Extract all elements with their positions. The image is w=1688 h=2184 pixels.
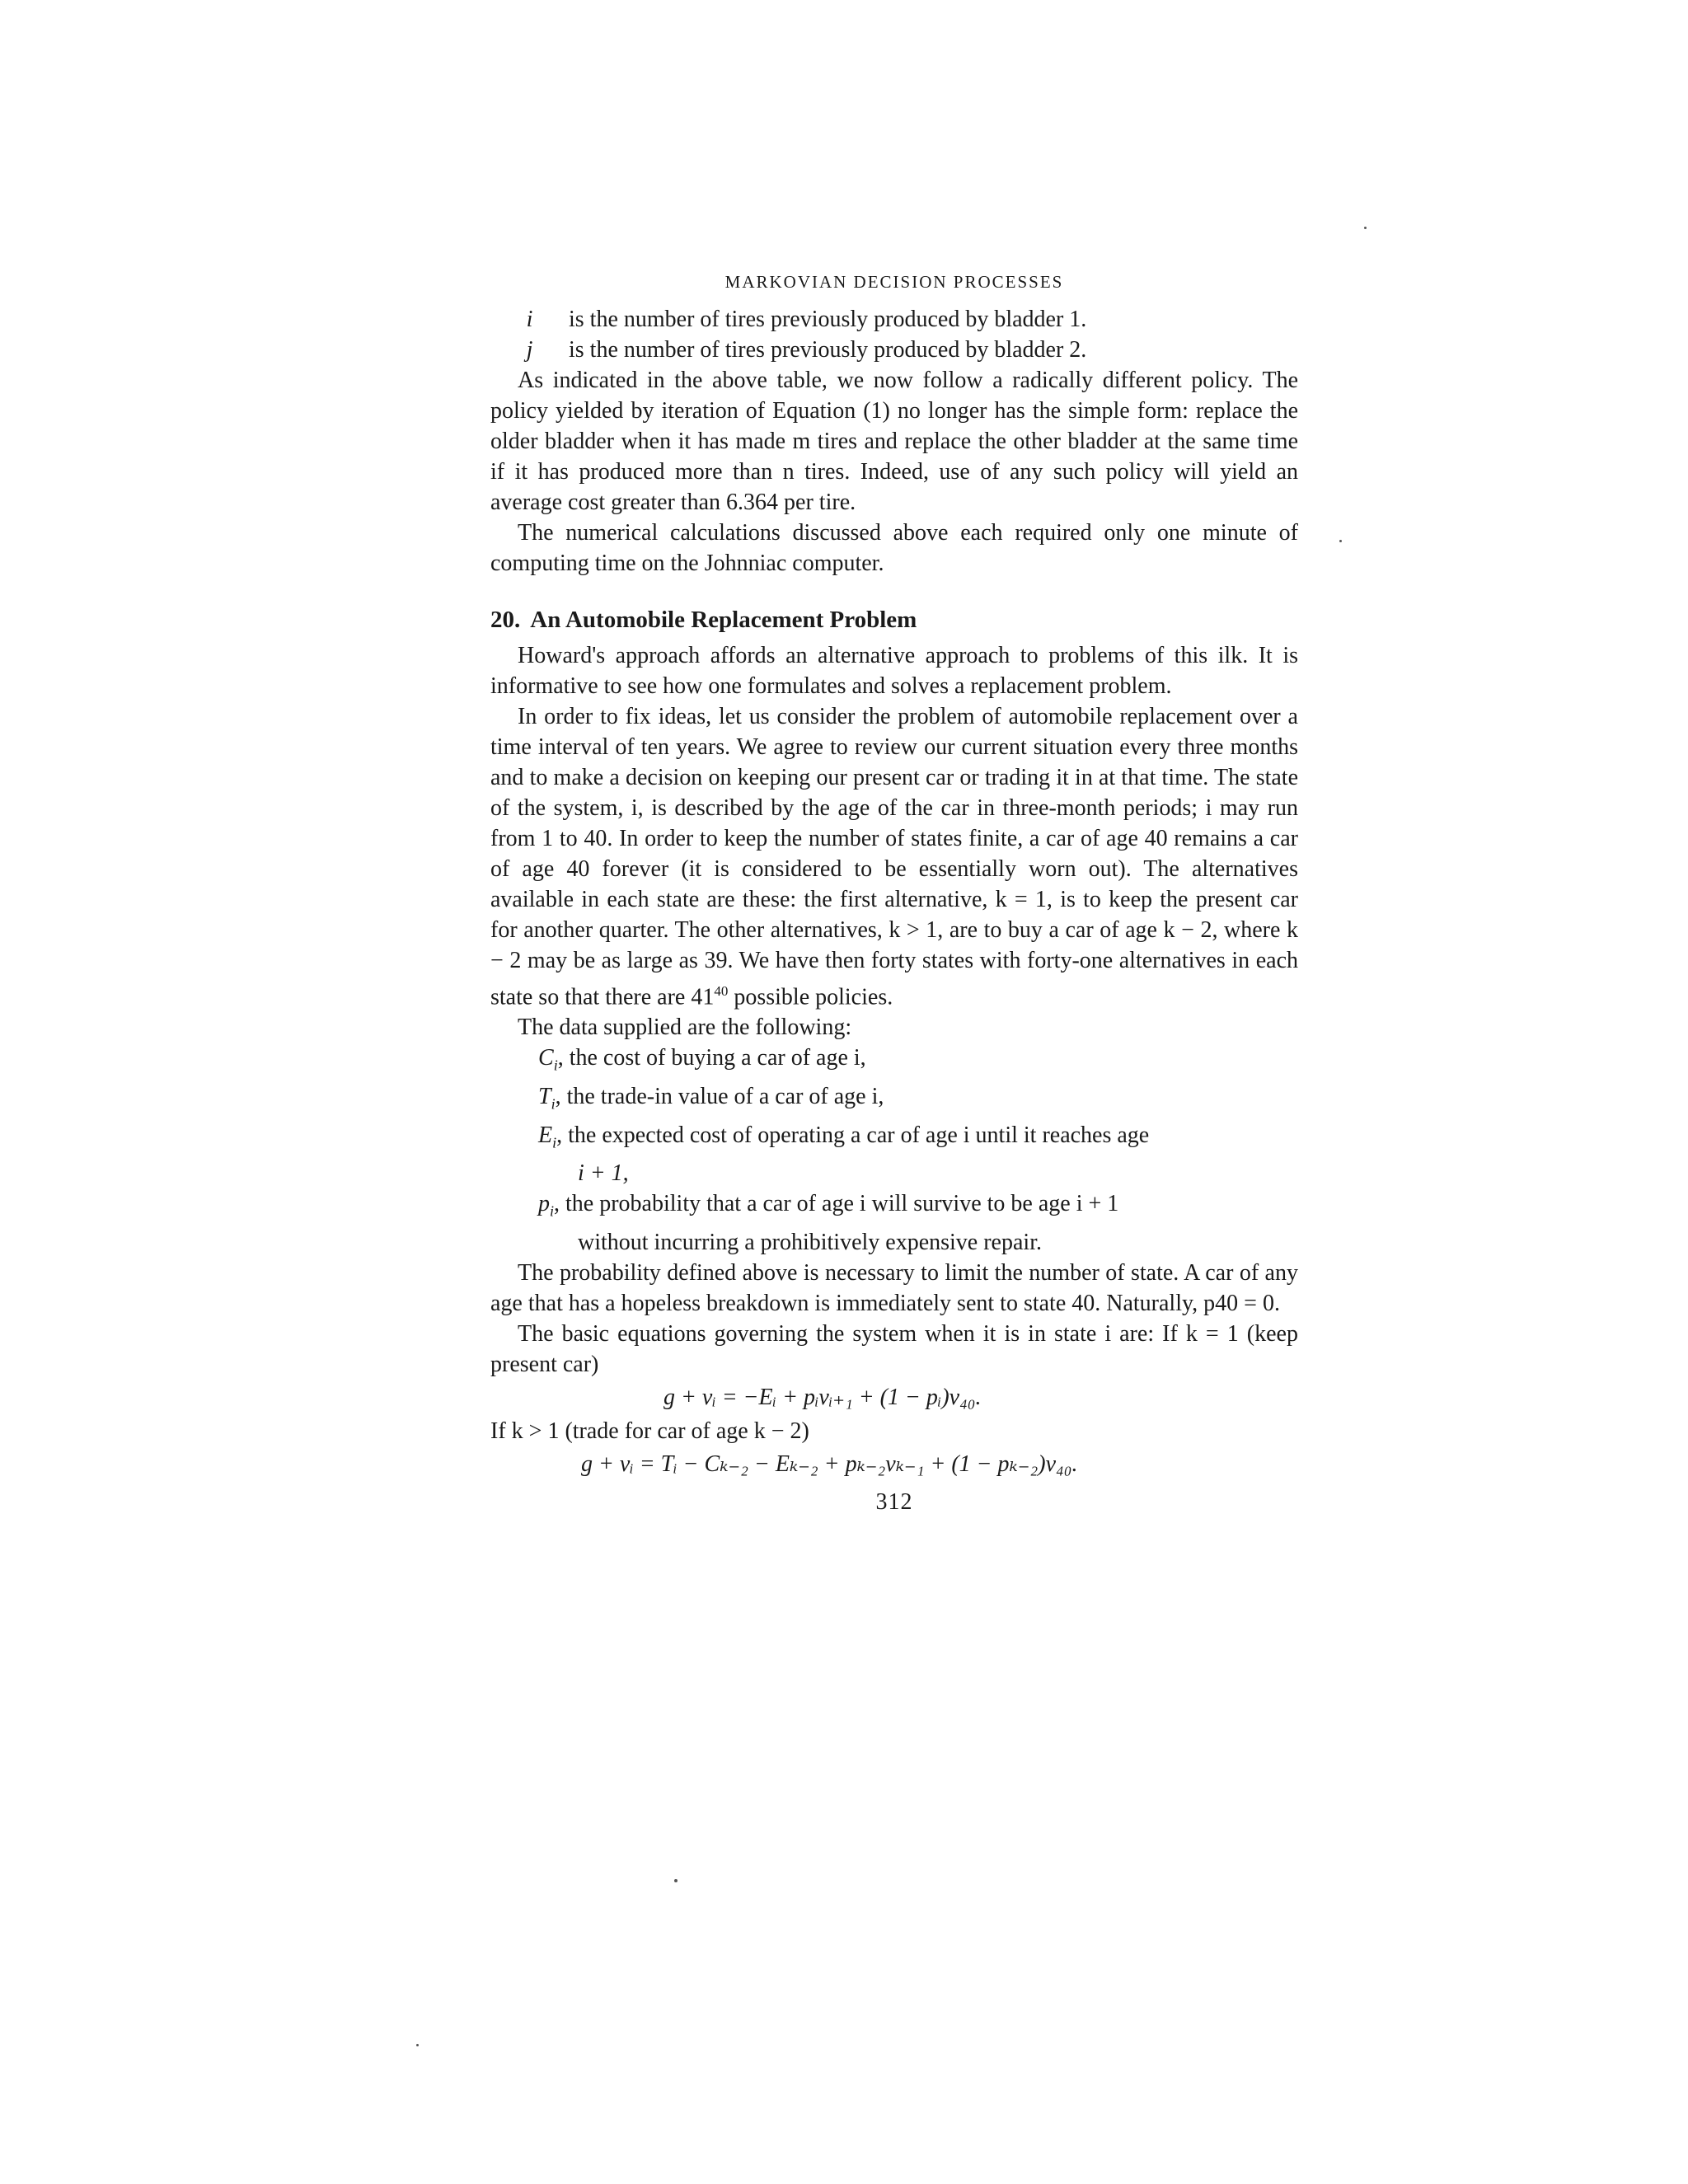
scan-speck — [1364, 227, 1367, 229]
scan-speck — [416, 2044, 419, 2046]
term-text: , the probability that a car of age i will survive to be age i + 1 — [554, 1191, 1119, 1217]
term-text: , the cost of buying a car of age i, — [557, 1045, 866, 1071]
term-subscript: i — [552, 1134, 557, 1151]
running-head: MARKOVIAN DECISION PROCESSES — [724, 272, 1064, 292]
paragraph-fix-ideas — [490, 701, 1298, 1012]
term-symbol: C — [538, 1045, 554, 1071]
paragraph-text-end: possible policies. — [728, 984, 893, 1010]
equation-keep: g + vᵢ = −Eᵢ + pᵢvᵢ₊₁ + (1 − pᵢ)v₄₀. — [663, 1384, 982, 1410]
paragraph-trade: If k > 1 (trade for car of age k − 2) — [490, 1418, 809, 1444]
term-text: , the expected cost of operating a car of age i until it reaches age — [556, 1122, 1150, 1148]
paragraph-probability: The probability defined above is necessary to limit the number of state. A car of any age that has a hopeless breakdown is immediately sent to state 40. Naturally, p40 = 0. — [490, 1259, 1298, 1316]
page-number: 312 — [875, 1488, 913, 1515]
paragraph-howard: Howard's approach affords an alternative approach to problems of this ilk. It is informative to see how one formulates and solves a replacement problem. — [490, 643, 1298, 699]
definition-symbol: i — [526, 307, 533, 332]
paragraph-text: In order to fix ideas, let us consider the problem of automobile replacement over a time interval of ten years. We agree to review our current situation every three months and to make a decision on keeping our present car or trading it in at that time. The state of the system, i, is described by the age of the car in three-month periods; i may run from 1 to 40. In order to keep the number of states finite, a car of age 40 remains a car of age 40 forever (it is considered to be essentially worn out). The alternatives available in each state are these: the first alternative, k = 1, is to keep the present car for another quarter. The other alternatives, k > 1, are to buy a car of age k − 2, where k − 2 may be as large as 39. We have then forty states with forty-one alternatives in each state so that there are 41 — [490, 704, 1298, 1010]
scan-speck — [674, 1879, 678, 1882]
term-subscript: i — [551, 1095, 556, 1113]
page-body — [490, 272, 1298, 1516]
scan-speck — [1339, 540, 1342, 542]
term-symbol: E — [538, 1122, 553, 1148]
term-subscript: i — [550, 1202, 555, 1220]
equation-trade: g + vᵢ = Tᵢ − Cₖ₋₂ − Eₖ₋₂ + pₖ₋₂vₖ₋₁ + (1 − pₖ₋₂)v₄₀. — [581, 1451, 1078, 1477]
term-symbol: p — [538, 1191, 550, 1217]
definition-text: is the number of tires previously produced by bladder 2. — [569, 337, 1087, 363]
term-symbol: T — [538, 1083, 551, 1109]
definition-j — [490, 335, 1298, 365]
section-heading — [490, 605, 1298, 635]
section-number: 20. — [490, 607, 521, 633]
definition-symbol: j — [526, 337, 533, 363]
superscript: 40 — [714, 983, 729, 999]
paragraph-basic-equations: The basic equations governing the system when it is in state i are: If k = 1 (keep present car) — [490, 1320, 1298, 1377]
term-text: , the trade-in value of a car of age i, — [555, 1083, 884, 1109]
term-cost — [490, 1043, 1298, 1081]
term-probability — [490, 1188, 1298, 1258]
term-expected-cost — [490, 1120, 1298, 1189]
paragraph-data-intro: The data supplied are the following: — [518, 1015, 852, 1041]
term-continuation: without incurring a prohibitively expensive repair. — [578, 1229, 1042, 1255]
section-title: An Automobile Replacement Problem — [530, 607, 917, 633]
paragraph-policy: As indicated in the above table, we now follow a radically different policy. The policy yielded by iteration of Equation (1) no longer has the simple form: replace the older bladder when it has made m tires and replace the other bladder at the same time if it has produced more than n tires. Indeed, use of any such policy will yield an average cost greater than 6.364 per tire. — [490, 368, 1298, 515]
term-subscript: i — [553, 1057, 558, 1074]
term-continuation: i + 1, — [578, 1160, 629, 1187]
paragraph-computing: The numerical calculations discussed above each required only one minute of computing time on the Johnniac computer. — [490, 520, 1298, 576]
definition-i — [490, 304, 1298, 335]
definition-text: is the number of tires previously produced by bladder 1. — [569, 307, 1087, 332]
term-trade-in — [490, 1081, 1298, 1120]
